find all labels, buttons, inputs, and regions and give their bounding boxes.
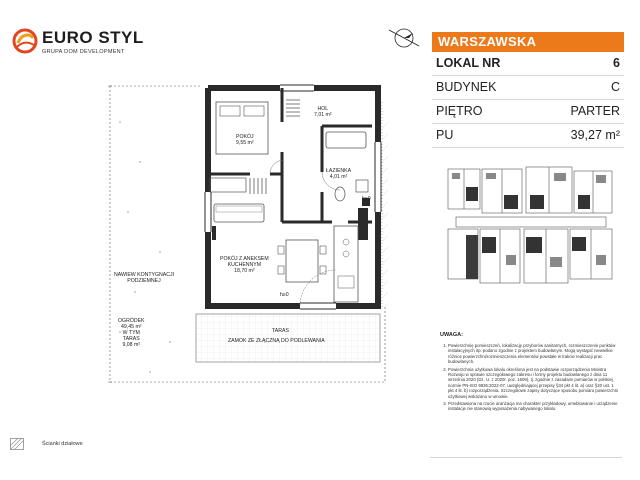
info-row-pietro — [432, 100, 624, 124]
ogrodek-taras-label: TARAS — [122, 336, 140, 342]
room-area-aneks: 18,70 m² — [234, 268, 255, 274]
ogrodek-taras-area: 9,08 m² — [122, 342, 141, 348]
taras-label: TARAS — [272, 328, 289, 334]
info-value: PARTER — [570, 104, 620, 118]
brand-logo — [12, 22, 172, 60]
apartment-info-panel — [432, 32, 624, 148]
notes-list — [430, 343, 620, 412]
partition-wall-hatch-icon — [10, 438, 24, 450]
floor-plan — [100, 82, 400, 402]
info-row-budynek — [432, 76, 624, 100]
room-area-pokoj: 9,55 m² — [236, 140, 254, 146]
height-label-1: h≥0 — [280, 292, 289, 298]
info-value: C — [610, 80, 620, 94]
info-value: 39,27 m² — [570, 128, 620, 142]
notes-section — [430, 332, 620, 414]
room-name-lazienka: ŁAZIENKA — [326, 168, 352, 174]
room-name-hol: HOL — [317, 106, 329, 112]
info-label: PIĘTRO — [436, 104, 483, 118]
room-name-aneks-line1: POKÓJ Z ANEKSEM — [220, 256, 269, 262]
notes-title: UWAGA: — [440, 332, 463, 338]
building-key-plan — [446, 165, 616, 287]
zamok-label: ZAMOK ZE ZŁĄCZNĄ DO PODLEWANIA — [228, 338, 325, 344]
north-arrow-icon — [387, 27, 421, 49]
nawiew-label-line2: PODZIEMNEJ — [127, 278, 161, 284]
height-label-2: h≥0 — [362, 196, 371, 202]
room-name-aneks-line2: KUCHENNYM — [227, 262, 262, 268]
note-item: 3. Przedstawiona na rzucie aranżacja ma charakter przykładowy, umeblowanie i urządzenie instalacje nie stanowią wyposażenia nabywanego lokalu. — [448, 401, 620, 412]
info-label: LOKAL NR — [436, 56, 501, 70]
euro-styl-logo-icon — [12, 28, 38, 54]
room-area-hol: 7,01 m² — [314, 112, 332, 118]
notes-divider — [430, 457, 622, 458]
info-row-pu — [432, 124, 624, 148]
info-value: 6 — [613, 56, 620, 70]
nawiew-label-line1: NAWIEW KONTYGNACJI — [114, 272, 175, 278]
brand-name: EURO STYL — [42, 28, 144, 47]
room-area-lazienka: 4,01 m² — [329, 174, 348, 180]
info-label: BUDYNEK — [436, 80, 497, 94]
ogrodek-area: 49,45 m² — [121, 324, 142, 330]
ogrodek-wtym: W TYM — [122, 330, 140, 336]
brand-tagline: GRUPA DOM DEVELOPMENT — [42, 49, 125, 55]
info-label: PU — [436, 128, 454, 142]
info-row-lokal — [432, 52, 624, 76]
ogrodek-label: OGRÓDEK — [118, 318, 145, 324]
note-item: 1. Powierzchnię pomieszczeń, lokalizację przyborów sanitarnych, rozmieszczenie punktów instalacyjnych itp. podano zgodnie z projektem budowlanym. Mogą wystąpić niewielkie różnice powierzchni/rozmieszczenia elementów powstałe w trakcie realizacji prac budowlanych. — [448, 343, 620, 365]
note-item: 2. Powierzchnia użytkowa lokalu określona jest na podstawie rozporządzenia Ministra Rozwoju w sprawie szczegółowego zakresu i formy projektu budowlanego z dnia 11 września 2020 (Dz. U. z 2020r. poz. 1609), tj. zgodnie z zasadami pomiarów w polskiej normie PN-ISO 9836:2022-07, uwzględniającej przepisy §34 pkt 4 lit. a) oraz §20 ust. 1 pkt 4 lit. b) rozporządzenia. Szczegółowe zapisy dotyczące sposobu pomiaru powierzchni użytkowej wskazano w umowie. — [448, 367, 620, 399]
legend-label: Ścianki działowe — [42, 441, 83, 447]
location-header: WARSZAWSKA — [432, 32, 624, 52]
room-name-pokoj: POKÓJ — [236, 134, 254, 140]
highlighted-unit — [466, 235, 478, 279]
